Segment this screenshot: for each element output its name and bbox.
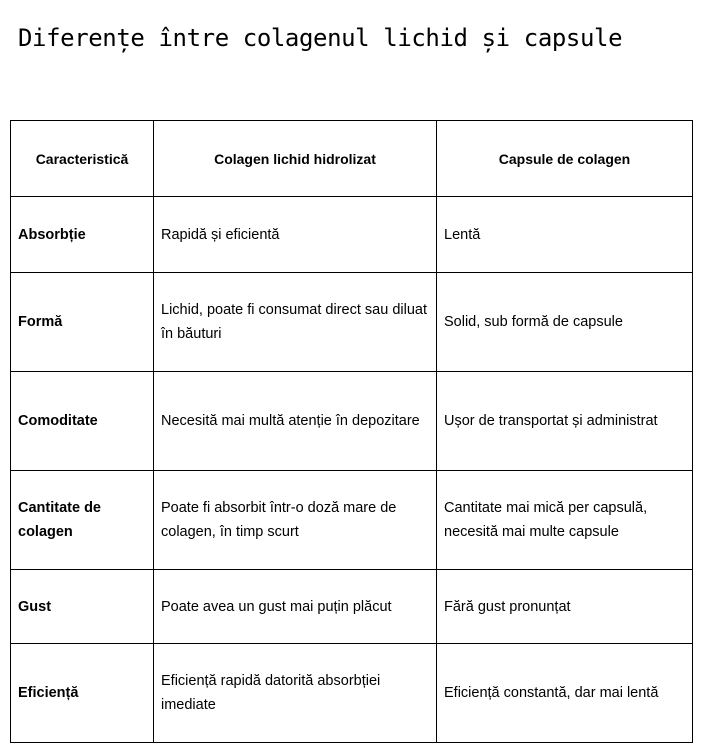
row-label: Eficiență bbox=[11, 644, 154, 743]
liquid-cell: Lichid, poate fi consumat direct sau diluat în băuturi bbox=[154, 273, 437, 372]
row-label: Cantitate de colagen bbox=[11, 471, 154, 570]
table-row bbox=[11, 197, 693, 273]
column-header-characteristic: Caracteristică bbox=[11, 121, 154, 197]
row-label: Gust bbox=[11, 570, 154, 644]
row-label: Absorbție bbox=[11, 197, 154, 273]
liquid-cell: Poate avea un gust mai puțin plăcut bbox=[154, 570, 437, 644]
table-row bbox=[11, 471, 693, 570]
liquid-cell: Rapidă și eficientă bbox=[154, 197, 437, 273]
capsule-cell: Solid, sub formă de capsule bbox=[437, 273, 693, 372]
column-header-collagen-capsules: Capsule de colagen bbox=[437, 121, 693, 197]
table-row bbox=[11, 644, 693, 743]
capsule-cell: Eficiență constantă, dar mai lentă bbox=[437, 644, 693, 743]
liquid-cell: Necesită mai multă atenție în depozitare bbox=[154, 372, 437, 471]
table-row bbox=[11, 570, 693, 644]
comparison-table bbox=[10, 120, 693, 743]
capsule-cell: Ușor de transportat și administrat bbox=[437, 372, 693, 471]
liquid-cell: Poate fi absorbit într-o doză mare de colagen, în timp scurt bbox=[154, 471, 437, 570]
row-label: Formă bbox=[11, 273, 154, 372]
capsule-cell: Lentă bbox=[437, 197, 693, 273]
table-row bbox=[11, 372, 693, 471]
column-header-liquid-collagen: Colagen lichid hidrolizat bbox=[154, 121, 437, 197]
row-label: Comoditate bbox=[11, 372, 154, 471]
table-header-row bbox=[11, 121, 693, 197]
capsule-cell: Fără gust pronunțat bbox=[437, 570, 693, 644]
table-row bbox=[11, 273, 693, 372]
capsule-cell: Cantitate mai mică per capsulă, necesită mai multe capsule bbox=[437, 471, 693, 570]
page-title: Diferențe între colagenul lichid și capsule bbox=[18, 24, 623, 52]
liquid-cell: Eficiență rapidă datorită absorbției imediate bbox=[154, 644, 437, 743]
